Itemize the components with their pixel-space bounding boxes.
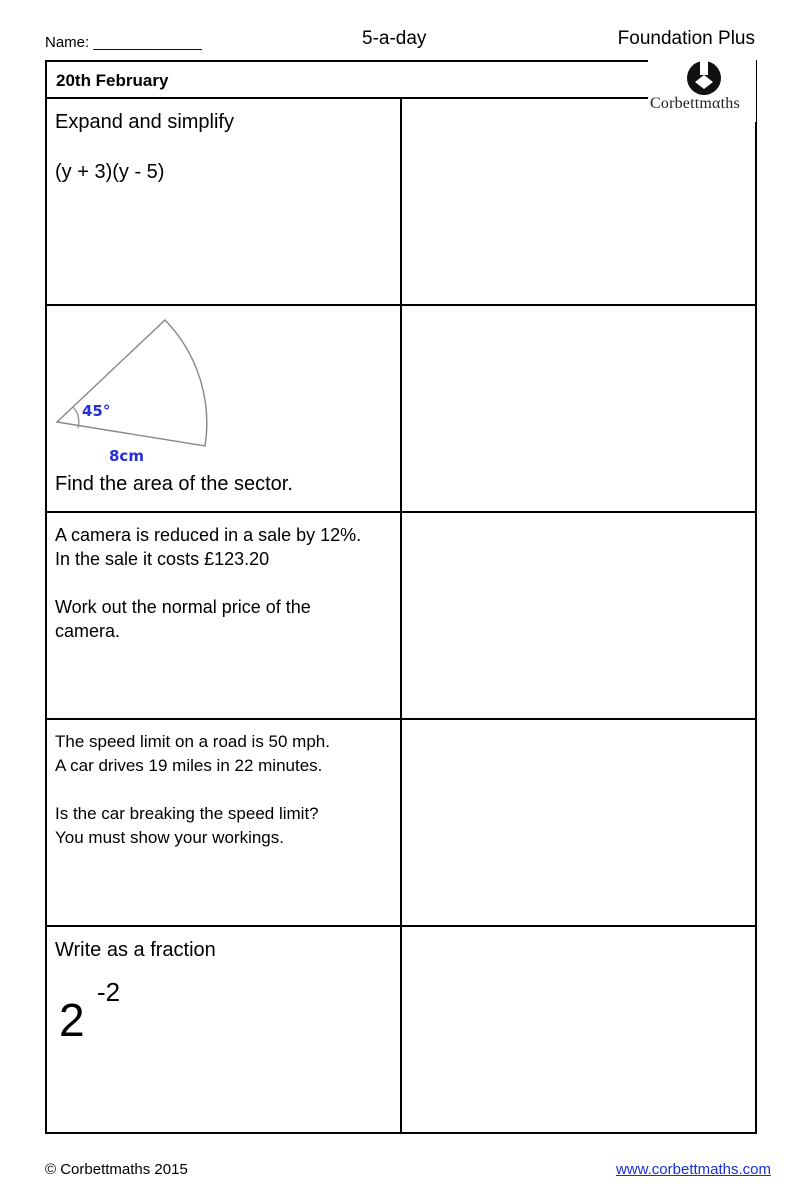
question-3-line-1: A camera is reduced in a sale by 12%. — [55, 525, 362, 545]
question-3-line-4: camera. — [55, 621, 121, 641]
footer-copyright: © Corbettmaths 2015 — [45, 1161, 188, 1178]
question-3-line-3: Work out the normal price of the — [55, 597, 311, 617]
worksheet-title: 5-a-day — [362, 28, 427, 49]
corbettmaths-logo-icon — [686, 60, 722, 96]
question-4-line-2: A car drives 19 miles in 22 minutes. — [55, 756, 323, 775]
power-base: 2 — [59, 994, 85, 1046]
question-cell-5 — [47, 927, 402, 1132]
question-2-instruction: Find the area of the sector. — [55, 473, 293, 495]
question-cell-2 — [47, 306, 402, 511]
answer-cell-3[interactable] — [402, 513, 755, 718]
worksheet-level: Foundation Plus — [617, 28, 755, 49]
answer-cell-5[interactable] — [402, 927, 755, 1132]
corbettmaths-logo-text: Corbettmαths — [650, 95, 740, 112]
answer-cell-2[interactable] — [402, 306, 755, 511]
sector-diagram — [55, 316, 225, 466]
answer-cell-1[interactable] — [402, 99, 755, 304]
question-row-5 — [47, 927, 755, 1132]
name-field-label: Name: _____________ — [45, 34, 202, 51]
question-cell-1 — [47, 99, 402, 304]
sector-radius-label: 8cm — [109, 447, 144, 465]
question-3-line-2: In the sale it costs £123.20 — [55, 549, 270, 569]
question-row-4 — [47, 720, 755, 927]
worksheet-grid — [45, 60, 757, 1134]
power-exponent: -2 — [97, 977, 121, 1007]
question-4-line-3: Is the car breaking the speed limit? — [55, 804, 319, 823]
question-4-line-1: The speed limit on a road is 50 mph. — [55, 732, 330, 751]
question-row-2 — [47, 306, 755, 513]
footer-link[interactable]: www.corbettmaths.com — [615, 1161, 771, 1178]
question-cell-4 — [47, 720, 402, 925]
question-row-1 — [47, 99, 755, 306]
answer-cell-4[interactable] — [402, 720, 755, 925]
question-1-instruction: Expand and simplify — [55, 111, 234, 133]
worksheet-date: 20th February — [56, 71, 169, 90]
question-1-expression: (y + 3)(y - 5) — [55, 161, 165, 183]
question-4-line-4: You must show your workings. — [55, 828, 284, 847]
question-row-3 — [47, 513, 755, 720]
question-cell-3 — [47, 513, 402, 718]
sector-angle-label: 45° — [82, 402, 111, 420]
question-5-instruction: Write as a fraction — [55, 939, 216, 961]
